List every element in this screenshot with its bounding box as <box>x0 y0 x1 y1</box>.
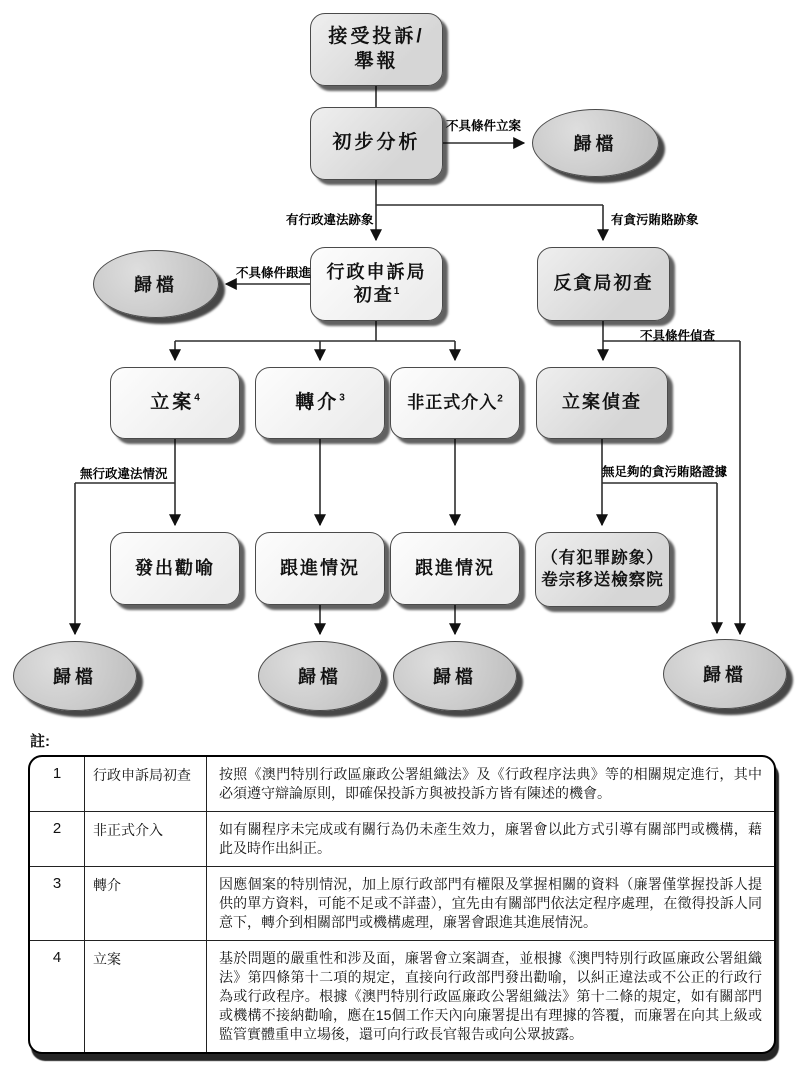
node-label: 卷宗移送檢察院 <box>541 570 664 589</box>
node-label: 初查$^1$ <box>353 285 400 305</box>
edge-label-no-grounds-investigation: 不具條件偵查 <box>640 328 716 343</box>
node-anticorruption-inquiry <box>537 247 670 321</box>
node-case-filing <box>110 367 240 439</box>
node-label: 跟進情況 <box>415 557 495 578</box>
node-label: 歸檔 <box>573 134 618 154</box>
node-archive-bottom-1 <box>13 641 137 711</box>
edge-label-corruption-bribery-signs: 有貪污賄賂跡象 <box>611 212 699 227</box>
node-label: 非正式介入$^2$ <box>407 392 503 412</box>
node-label: 舉報 <box>354 50 399 72</box>
note-number: 2 <box>30 812 85 866</box>
edge-label-admin-illegality-signs: 有行政違法跡象 <box>286 212 374 227</box>
node-label: 歸檔 <box>134 275 178 295</box>
note-term: 轉介 <box>85 867 207 940</box>
note-description: 按照《澳門特別行政區廉政公署組織法》及《行政程序法典》等的相關規定進行，其中必須遵守辯論原則，即確保投訴方與被投訴方皆有陳述的機會。 <box>219 766 762 802</box>
footnote-marker: 3 <box>339 392 345 404</box>
node-archive-bottom-3 <box>393 641 517 711</box>
node-receive-complaint <box>310 13 443 86</box>
note-number: 3 <box>30 867 85 940</box>
node-archive-bottom-2 <box>258 641 382 711</box>
table-row <box>30 941 774 1052</box>
node-archive-left <box>93 250 219 318</box>
table-row <box>30 812 774 867</box>
note-description: 因應個案的特別情況，加上原行政部門有權限及掌握相關的資料（廉署僅掌握投訴人提供的單方資料，可能不足或不詳盡），宜先由有關部門依法定程序處理，在徵得投訴人同意下，轉介到相關部門或機構處理，廉署會跟進其進展情況。 <box>219 876 762 931</box>
edge-label-no-grounds-follow-up: 不具條件跟進 <box>236 265 312 280</box>
node-label: 接受投訴/ <box>328 25 425 47</box>
table-row <box>30 757 774 812</box>
node-referral <box>255 367 385 439</box>
node-label: 歸檔 <box>53 667 97 687</box>
node-ombudsman-inquiry <box>310 247 443 321</box>
node-label: 初步分析 <box>332 132 421 154</box>
edge-label-no-grounds-filing: 不具條件立案 <box>446 118 522 133</box>
node-label: 立案$^4$ <box>150 391 200 413</box>
table-row <box>30 867 774 941</box>
node-follow-up-1 <box>255 532 385 605</box>
edge-label-no-admin-illegality: 無行政違法情況 <box>80 466 168 481</box>
note-description: 如有關程序未完成或有關行為仍未產生效力，廉署會以此方式引導有關部門或機構，藉此及時作出糾正。 <box>219 821 762 857</box>
node-transfer-prosecution <box>535 532 670 607</box>
footnote-marker: 1 <box>393 286 400 297</box>
note-term: 立案 <box>85 941 207 1052</box>
note-description: 基於問題的嚴重性和涉及面，廉署會立案調查，並根據《澳門特別行政區廉政公署組織法》第四條第十二項的規定，直接向行政部門發出勸喻，以糾正違法或不公正的行政行為或行政程序。根據《澳門特別行政區廉政公署組織法》第十二條的規定，如有關部門或機構不接納勸喻，應在15個工作天內向廉署提出有理據的答覆，而廉署在向其上級或監管實體重申立場後，還可向行政長官報告或向公眾披露。 <box>219 950 762 1043</box>
node-preliminary-analysis <box>310 107 443 180</box>
node-label: 行政申訴局 <box>326 261 427 282</box>
node-label: 歸檔 <box>433 667 477 687</box>
node-label: 轉介$^3$ <box>295 391 345 413</box>
node-case-investigation <box>536 367 668 439</box>
node-issue-advice <box>110 532 240 605</box>
edge-label-insufficient-evidence: 無足夠的貪污賄賂證據 <box>602 464 728 479</box>
notes-table <box>28 755 776 1054</box>
node-label: 發出勸喻 <box>135 557 215 578</box>
note-term: 行政申訴局初查 <box>85 757 207 811</box>
node-archive-top <box>532 109 659 177</box>
node-archive-bottom-4 <box>663 639 787 709</box>
node-label: 歸檔 <box>298 667 342 687</box>
footnote-marker: 2 <box>497 393 503 405</box>
note-term: 非正式介入 <box>85 812 207 866</box>
footnote-marker: 4 <box>194 392 200 404</box>
node-label: 跟進情況 <box>280 557 360 578</box>
node-label: （有犯罪跡象） <box>541 549 664 568</box>
node-informal-intervention <box>390 367 520 439</box>
notes-heading: 註: <box>30 733 50 750</box>
node-follow-up-2 <box>390 532 520 605</box>
node-label: 立案偵查 <box>562 392 642 413</box>
node-label: 反貪局初查 <box>553 273 654 294</box>
note-number: 1 <box>30 757 85 811</box>
note-number: 4 <box>30 941 85 1052</box>
node-label: 歸檔 <box>703 665 747 685</box>
